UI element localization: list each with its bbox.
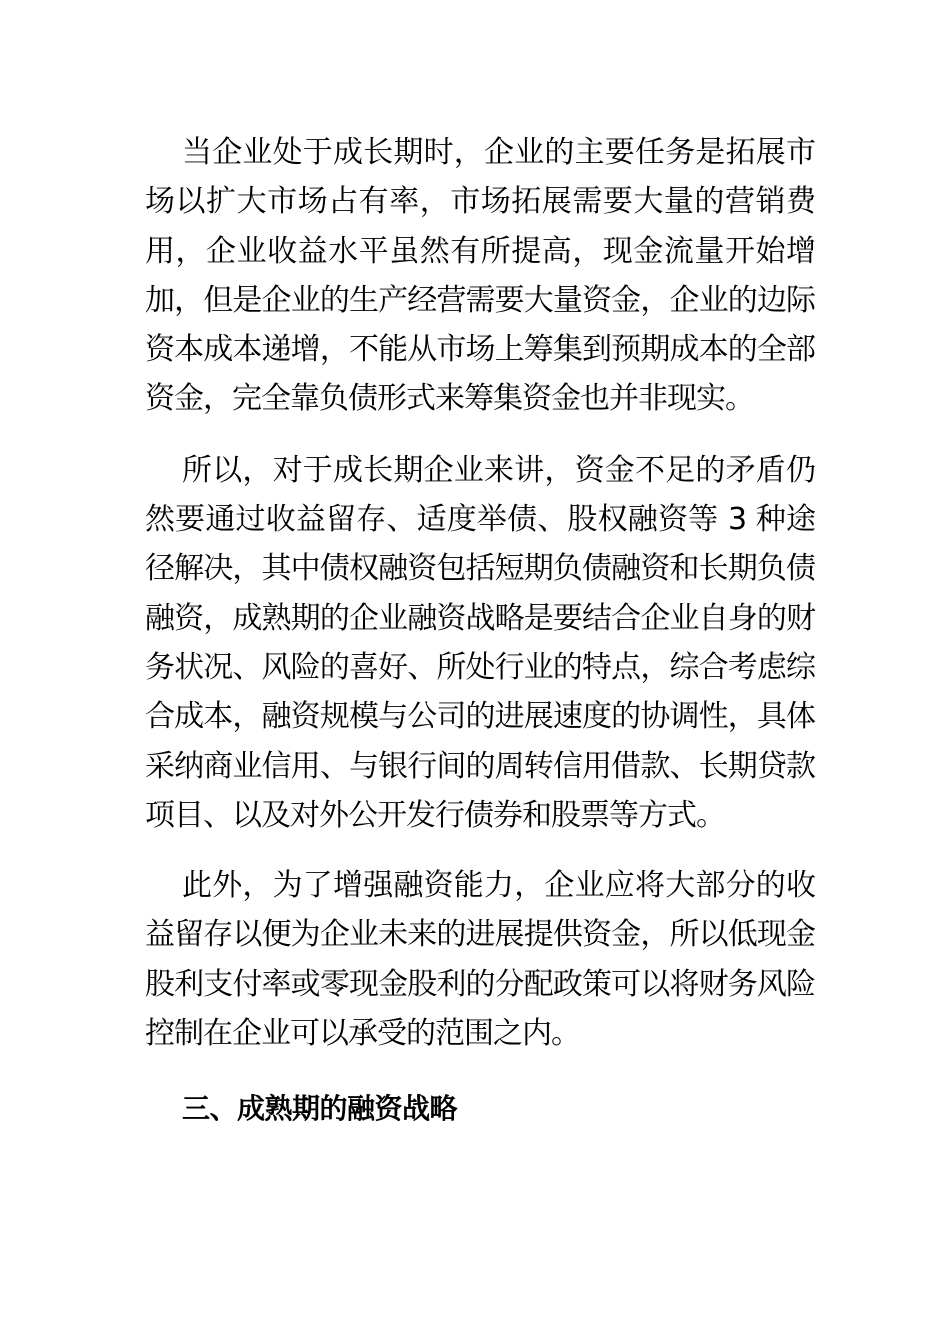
document-page — [145, 128, 815, 1133]
section-heading: 三、成熟期的融资战略 — [182, 1092, 458, 1126]
paragraph-growth-stage: 当企业处于成长期时，企业的主要任务是拓展市场以扩大市场占有率，市场拓展需要大量的营销费用，企业收益水平虽然有所提高，现金流量开始增加，但是企业的生产经营需要大量资金，企业的边际资本成本递增，不能从市场上筹集到预期成本的全部资金，完全靠负债形式来筹集资金也并非现实。 — [145, 135, 815, 417]
paragraph-financing-channels: 所以，对于成长期企业来讲，资金不足的矛盾仍然要通过收益留存、适度举债、股权融资等 3 种途径解决，其中债权融资包括短期负债融资和长期负债融资，成熟期的企业融资战略是要结合企业自身的财务状况、风险的喜好、所处行业的特点，综合考虑综合成本，融资规模与公司的进展速度的协调性，具体采纳商业信用、与银行间的周转信用借款、长期贷款项目、以及对外公开发行债券和股票等方式。 — [145, 452, 815, 833]
paragraph-retained-earnings: 此外，为了增强融资能力，企业应将大部分的收益留存以便为企业未来的进展提供资金，所以低现金股利支付率或零现金股利的分配政策可以将财务风险控制在企业可以承受的范围之内。 — [145, 868, 815, 1052]
